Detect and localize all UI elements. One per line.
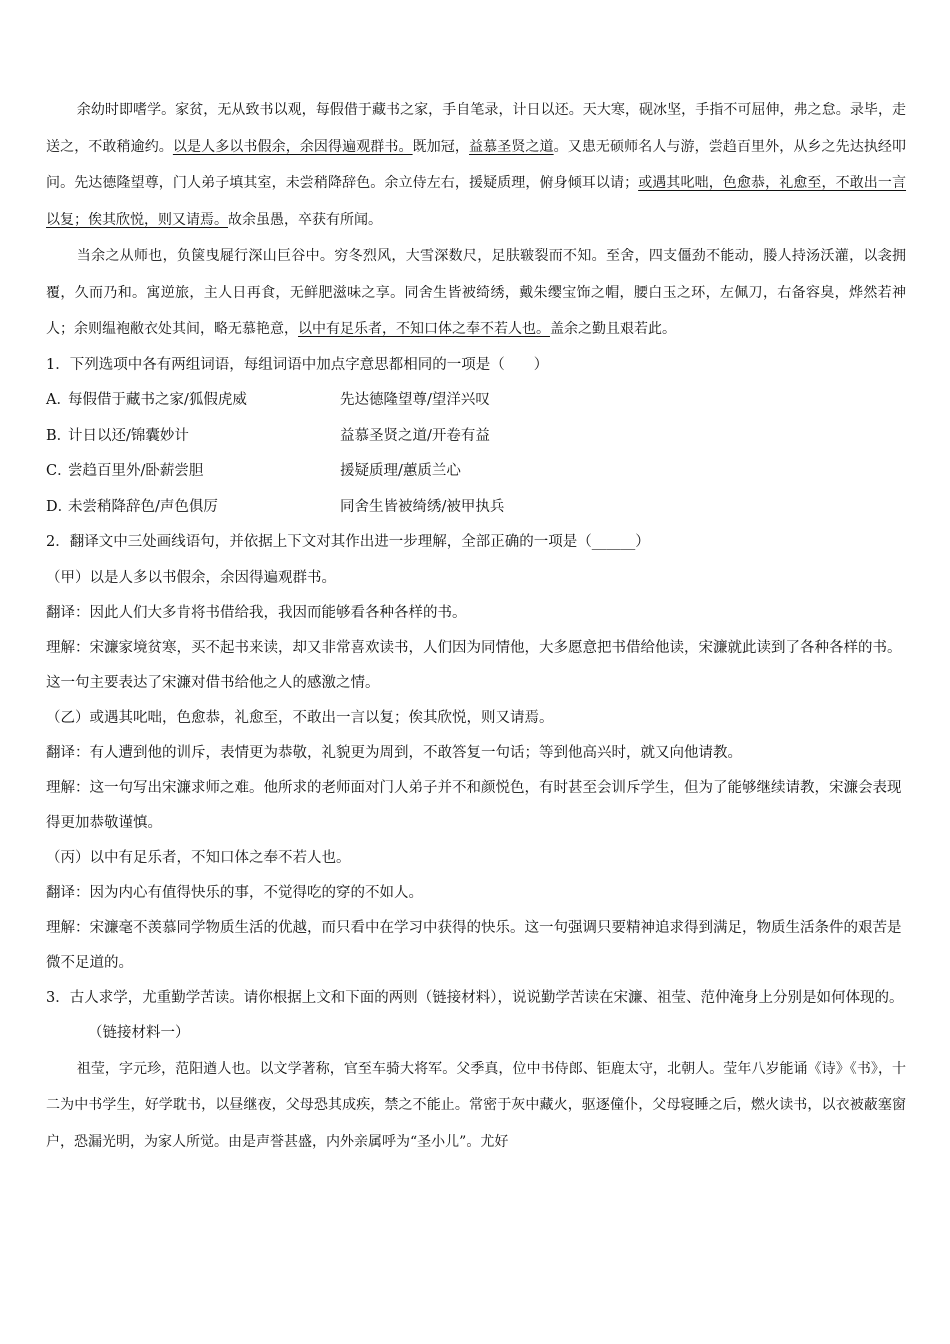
q2-sentence-yi: （乙）或遇其叱咄，色愈恭，礼愈至，不敢出一言以复；俟其欣悦，则又请焉。 (46, 709, 554, 726)
option-right: 同舍生皆被绮绣/被甲执兵 (340, 498, 505, 515)
option-letter: D． (46, 498, 73, 515)
exam-page (46, 92, 906, 1160)
underlined-sentence-b: 或遇其叱咄，色愈恭，礼愈至，不敢出一言以复；俟其欣悦，则又请焉。 (46, 175, 907, 228)
option-left: 尝趋百里外/卧薪尝胆 (68, 463, 204, 479)
q2-sentence-jia: （甲）以是人多以书假余，余因得遍观群书。 (46, 569, 336, 586)
passage-text: 余幼时即嗜学。家贫，无从致书以观，每假借于藏书之家，手自笔录，计日以还。天大寒，砚冰坚，手指不可屈伸，弗之怠。录毕，走送之，不敢稍逾约。 (46, 102, 906, 155)
option-letter: A． (46, 392, 71, 408)
option-right: 援疑质理/蕙质兰心 (340, 463, 461, 479)
option-left: 计日以还/锦囊妙计 (68, 427, 189, 444)
link-material-text: 祖莹，字元珍，范阳遒人也。以文学著称，官至车骑大将军。父季真，位中书侍郎、钜鹿太守，北朝人。莹年八岁能诵《诗》《书》，十二为中书学生，好学耽书，以昼继夜，父母恐其成疾，禁之不能止。常密于灰中藏火，驱逐僮仆，父母寝睡之后，燃火读书，以衣被蔽塞窗户，恐漏光明，为家人所觉。由是声誉甚盛，内外亲属呼为“圣小儿”。尤好 (46, 1060, 906, 1150)
passage-text: 当余之从师也，负箧曳屣行深山巨谷中。穷冬烈风，大雪深数尺，足肤皲裂而不知。至舍，四支僵劲不能动，媵人持汤沃灌，以衾拥覆，久而乃和。寓逆旅，主人日再食，无鲜肥滋味之享。同舍生皆被绮绣，戴朱缨宝饰之帽，腰白玉之环，左佩刀，右备容臭，烨然若神人；余则缊袍敝衣处其间，略无慕艳意， (46, 248, 906, 337)
option-left: 未尝稍降辞色/声色俱厉 (68, 498, 218, 515)
option-c[interactable] (46, 454, 906, 490)
q2-translation-bing: 翻译：因为内心有值得快乐的事，不觉得吃的穿的不如人。 (46, 884, 423, 901)
question-3-stem: 3．古人求学，尤重勤学苦读。请你根据上文和下面的两则（链接材料），说说勤学苦读在宋濂、祖莹、范仲淹身上分别是如何体现的。 (46, 989, 904, 1006)
link-material-title: （链接材料一） (88, 1024, 190, 1041)
q2-understanding-yi: 理解：这一句写出宋濂求师之难。他所求的老师面对门人弟子并不和颜悦色，有时甚至会训斥学生，但为了能够继续请教，宋濂会表现得更加恭敬谨慎。 (46, 779, 902, 831)
option-a[interactable] (46, 383, 906, 419)
option-d[interactable] (46, 490, 906, 526)
q2-understanding-jia: 理解：宋濂家境贫寒，买不起书来读，却又非常喜欢读书，人们因为同情他，大多愿意把书借给他读，宋濂就此读到了各种各样的书。这一句主要表达了宋濂对借书给他之人的感激之情。 (46, 639, 902, 691)
option-right: 益慕圣贤之道/开卷有益 (340, 427, 490, 444)
underlined-sentence-c: 以中有足乐者，不知口体之奉不若人也。 (298, 321, 550, 337)
option-letter: B． (46, 427, 72, 444)
q2-understanding-bing: 理解：宋濂毫不羡慕同学物质生活的优越，而只看中在学习中获得的快乐。这一句强调只要精神追求得到满足，物质生活条件的艰苦是微不足道的。 (46, 919, 902, 971)
option-b[interactable] (46, 419, 906, 455)
option-left: 每假借于藏书之家/狐假虎威 (68, 392, 247, 408)
passage-paragraph-2 (46, 238, 906, 348)
option-right: 先达德隆望尊/望洋兴叹 (340, 392, 490, 408)
underlined-sentence-a: 以是人多以书假余，余因得遍观群书。 (172, 138, 413, 155)
underlined-phrase: 益慕圣贤之道 (469, 138, 554, 155)
question-2-stem: 2．翻译文中三处画线语句，并依据上下文对其作出进一步理解，全部正确的一项是（______） (46, 534, 650, 550)
passage-text: 盖余之勤且艰若此。 (550, 321, 676, 337)
q2-translation-jia: 翻译：因此人们大多肯将书借给我，我因而能够看各种各样的书。 (46, 604, 467, 621)
question-1-stem: 1．下列选项中各有两组词语，每组词语中加点字意思都相同的一项是（ ） (46, 356, 549, 373)
q2-sentence-bing: （丙）以中有足乐者，不知口体之奉不若人也。 (46, 849, 351, 866)
q2-translation-yi: 翻译：有人遭到他的训斥，表情更为恭敬，礼貌更为周到，不敢答复一句话；等到他高兴时，就又向他请教。 (46, 744, 742, 761)
passage-text: 既加冠， (412, 138, 470, 155)
passage-text: 故余虽愚，卒获有所闻。 (228, 211, 382, 228)
passage-text: 。又患无硕师名人与游，尝趋百里外，从乡之先达执经叩问。先达德隆望尊，门人弟子填其室，未尝稍降辞色。余立侍左右，援疑质理，俯身倾耳以请； (46, 138, 907, 191)
option-letter: C． (46, 463, 72, 479)
passage-paragraph-1 (46, 92, 906, 238)
